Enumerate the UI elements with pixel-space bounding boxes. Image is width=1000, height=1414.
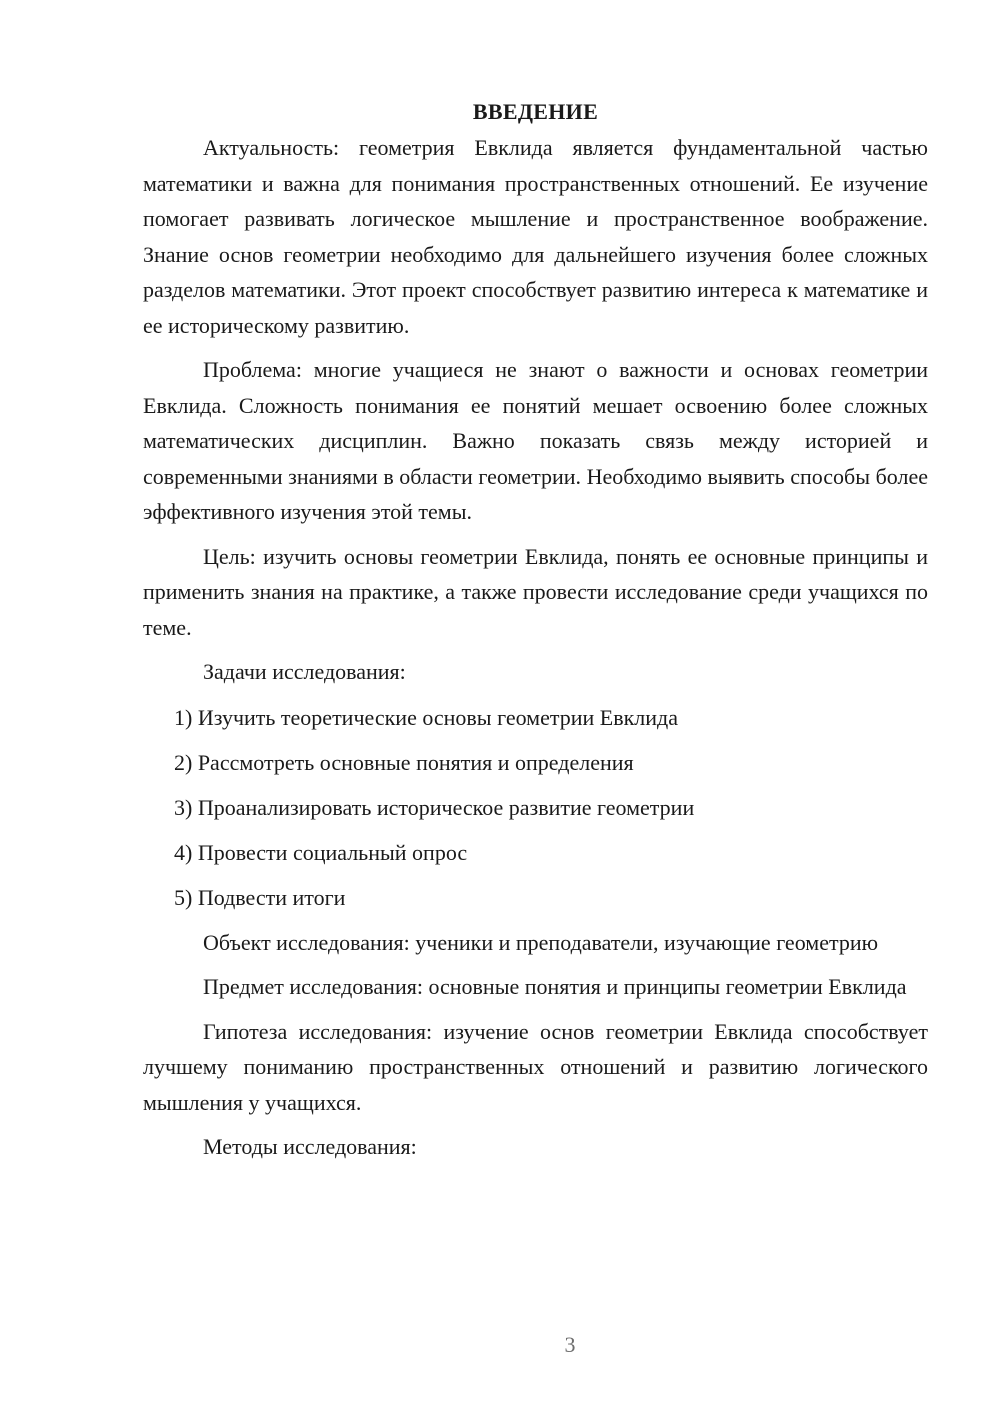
task-item-5: 5) Подвести итоги — [174, 884, 346, 910]
page-title: ВВЕДЕНИЕ — [472, 99, 599, 124]
problem-paragraph: Проблема: многие учащиеся не знают о важности и основах геометрии Евклида. Сложность понимания ее понятий мешает освоению более сложных математических дисциплин. Важно показать связь между историей и современными знаниями в области геометрии. Необходимо выявить способы более эффективного изучения этой темы. — [143, 357, 928, 524]
tasks-list — [143, 700, 928, 916]
task-item-2: 2) Рассмотреть основные понятия и определения — [174, 749, 634, 775]
methods-heading: Методы исследования: — [203, 1134, 417, 1159]
task-item-3: 3) Проанализировать историческое развитие геометрии — [174, 794, 695, 820]
hypothesis-paragraph: Гипотеза исследования: изучение основ геометрии Евклида способствует лучшему пониманию пространственных отношений и развитию логического мышления у учащихся. — [143, 1018, 928, 1115]
object-paragraph: Объект исследования: ученики и преподаватели, изучающие геометрию — [203, 929, 879, 955]
task-item-4: 4) Провести социальный опрос — [174, 839, 468, 865]
tasks-heading: Задачи исследования: — [203, 659, 406, 684]
subject-paragraph: Предмет исследования: основные понятия и принципы геометрии Евклида — [203, 974, 907, 999]
page-content — [143, 94, 928, 1175]
page-number: 3 — [564, 1332, 576, 1357]
task-item-1: 1) Изучить теоретические основы геометрии Евклида — [174, 704, 679, 730]
relevance-paragraph: Актуальность: геометрия Евклида является фундаментальной частью математики и важна для понимания пространственных отношений. Ее изучение помогает развивать логическое мышление и пространственное воображение. Знание основ геометрии необходимо для дальнейшего изучения более сложных разделов математики. Этот проект способствует развитию интереса к математике и ее историческому развитию. — [143, 135, 928, 338]
goal-paragraph: Цель: изучить основы геометрии Евклида, понять ее основные принципы и применить знания на практике, а также провести исследование среди учащихся по теме. — [143, 543, 928, 640]
